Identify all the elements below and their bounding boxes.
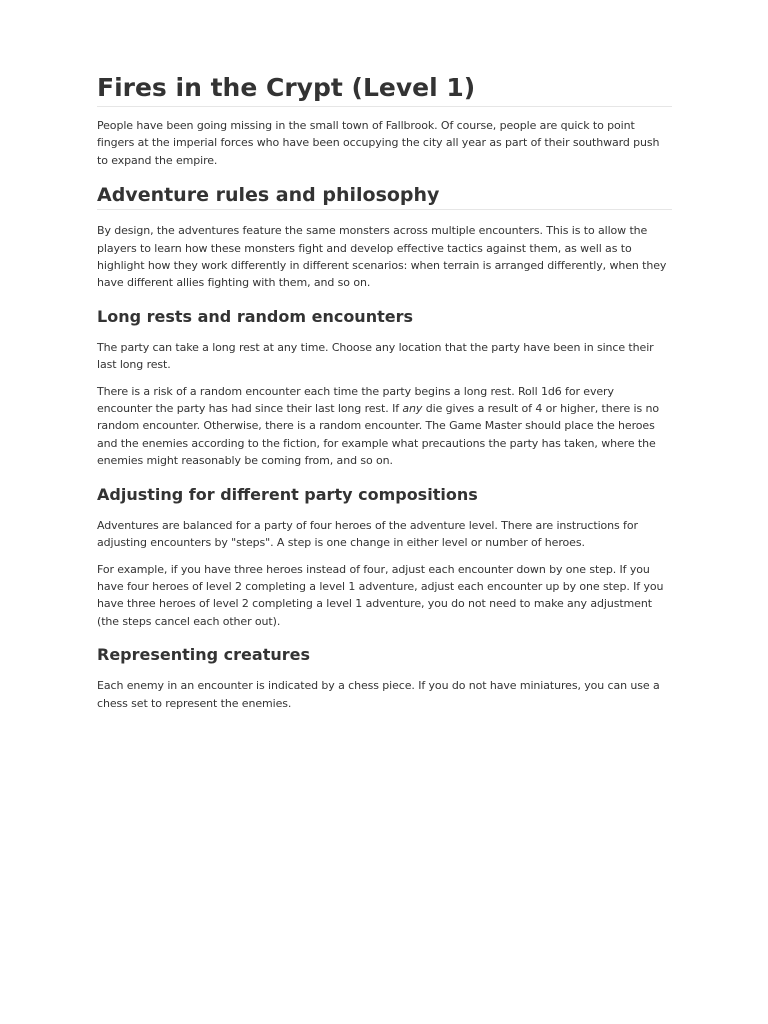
random-encounter-paragraph [97, 383, 672, 470]
creatures-paragraph: Each enemy in an encounter is indicated by a chess piece. If you do not have miniatures, you can use a chess set to represent the enemies. [97, 679, 660, 710]
random-encounter-text-start: There is a risk of a random encounter each time the party begins a long rest. Roll 1d6 for every encounter the party has had since their last long rest. If [97, 384, 614, 416]
page-title: Fires in the Crypt (Level 1) [97, 72, 672, 107]
adjusting-paragraph-example: For example, if you have three heroes instead of four, adjust each encounter down by one step. If you have four heroes of level 2 completing a level 1 adventure, adjust each encounter up by one step. If you have three heroes of level 2 completing a level 1 adventure, you do not need to make any adjustment (the steps cancel each other out). [97, 562, 664, 628]
heading-long-rests: Long rests and random encounters [97, 306, 413, 326]
adjusting-paragraph-balance: Adventures are balanced for a party of four heroes of the adventure level. There are instructions for adjusting encounters by "steps". A step is one change in either level or number of heroes. [97, 518, 638, 550]
random-encounter-emphasis: any [402, 402, 423, 416]
heading-adjusting: Adjusting for different party compositions [97, 484, 478, 504]
heading-representing-creatures: Representing creatures [97, 645, 311, 665]
intro-paragraph: People have been going missing in the small town of Fallbrook. Of course, people are quick to point fingers at the imperial forces who have been occupying the city all year as part of their southward push to expand the empire. [97, 119, 660, 167]
long-rest-paragraph: The party can take a long rest at any time. Choose any location that the party have been in since their last long rest. [97, 340, 654, 372]
heading-adventure-rules: Adventure rules and philosophy [97, 183, 672, 210]
rules-paragraph: By design, the adventures feature the same monsters across multiple encounters. This is to allow the players to learn how these monsters fight and develop effective tactics against them, as well as to highlight how they work differently in different scenarios: when terrain is arranged differently, when they have different allies fighting with them, and so on. [97, 224, 667, 290]
document-body [97, 72, 672, 712]
random-encounter-text-end: die gives a result of 4 or higher, there is no random encounter. Otherwise, there is a random encounter. The Game Master should place the heroes and the enemies according to the fiction, for example what precautions the party has taken, where the enemies might reasonably be coming from, and so on. [97, 402, 660, 468]
